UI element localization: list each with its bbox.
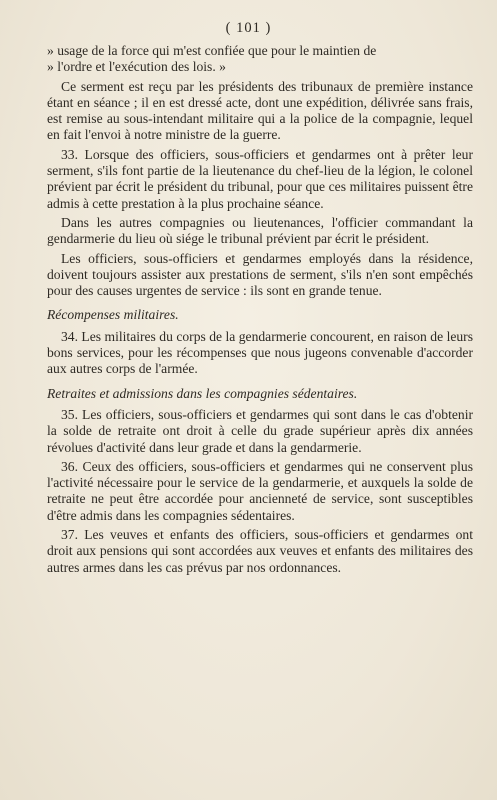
article-37: 37. Les veuves et enfants des officiers, sous-officiers et gendarmes ont droit aux pensions qui sont accordées aux veuves et enfants des militaires des autres armes dans les cas prévus par nos ordonnances. <box>47 527 473 575</box>
article-35: 35. Les officiers, sous-officiers et gendarmes qui sont dans le cas d'obtenir la solde de retraite ont droit à celle du grade supérieur après dix années révolues d'activité dans leur grade et dans la gendarmerie. <box>47 406 473 455</box>
section-heading-retirement: Retraites et admissions dans les compagnies sédentaires. <box>47 385 358 401</box>
paragraph-residence-attendance: Les officiers, sous-officiers et gendarmes employés dans la résidence, doivent toujours assister aux prestations de serment, s'ils n'en sont empêchés pour des causes urgentes de service : ils sont en grande tenue. <box>47 250 473 299</box>
paragraph-other-companies: Dans les autres compagnies ou lieutenances, l'officier commandant la gendarmerie du lieu où siége le tribunal prévient par écrit le président. <box>47 214 473 247</box>
article-33: 33. Lorsque des officiers, sous-officiers et gendarmes ont à prêter leur serment, s'ils font partie de la lieutenance du chef-lieu de la légion, le colonel prévient par écrit le président du tribunal, pour que ces militaires puissent être admis à cette prestation à la plus prochaine séance. <box>47 146 473 211</box>
article-34: 34. Les militaires du corps de la gendarmerie concourent, en raison de leurs bons services, pour les récompenses que nous jugeons convenable d'accorder aux autres corps de l'armée. <box>47 328 473 377</box>
body-text <box>47 43 473 579</box>
quote-line-1: » usage de la force qui m'est confiée que pour le maintien de <box>47 43 377 58</box>
section-heading-military-rewards: Récompenses militaires. <box>47 307 179 323</box>
article-36: 36. Ceux des officiers, sous-officiers et gendarmes qui ne conservent plus l'activité nécessaire pour le service de la gendarmerie, et auxquels la solde de retraite ne peut être accordée pour ancienneté de service, sont susceptibles d'être admis dans les compagnies sédentaires. <box>47 458 473 523</box>
page-number: ( 101 ) <box>225 20 272 36</box>
paragraph-oath-record: Ce serment est reçu par les présidents des tribunaux de première instance étant en séance ; il en est dressé acte, dont une expédition, délivrée sans frais, est remise au sous-intendant militaire qui a la police de la compagnie, lequel en fait l'envoi à notre ministre de la guerre. <box>47 78 473 143</box>
quote-line-2: » l'ordre et l'exécution des lois. » <box>47 59 226 75</box>
